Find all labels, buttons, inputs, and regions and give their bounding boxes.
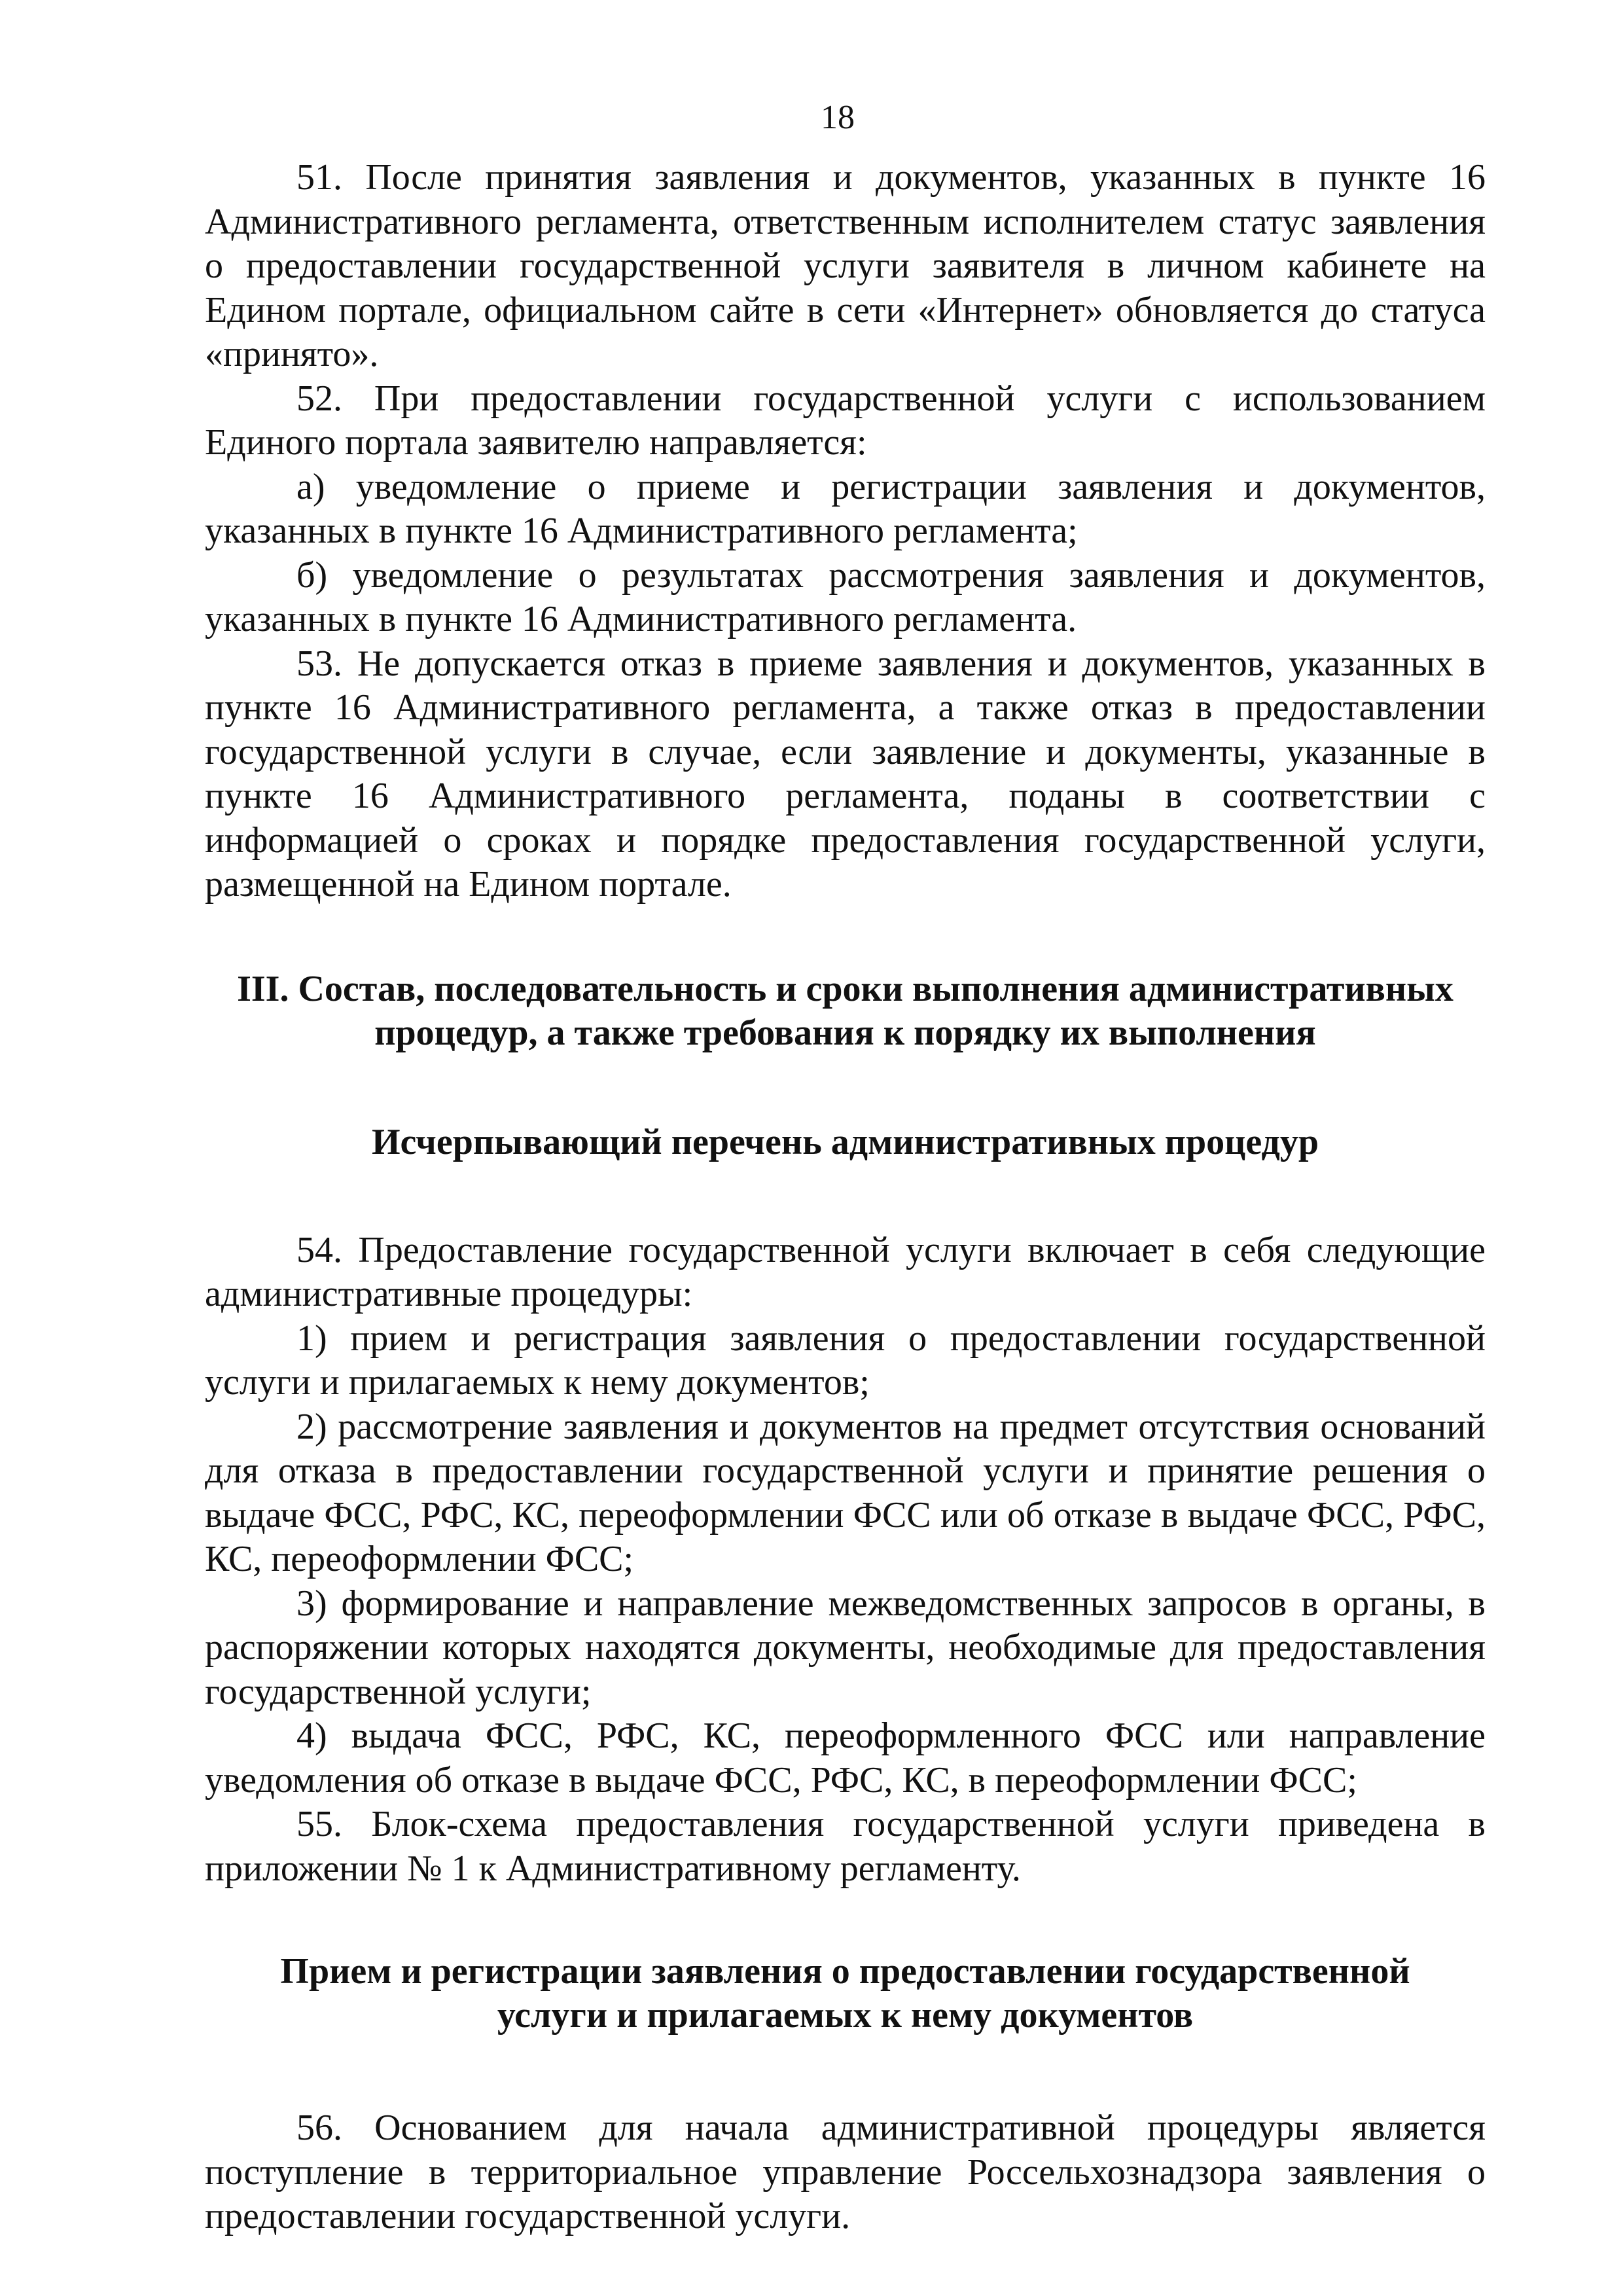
section-heading-line-2: процедур, а также требования к порядку их выполнения [374, 1012, 1316, 1053]
paragraph-52: 52. При предоставлении государственной услуги с использованием Единого портала заявителю направляется: [205, 378, 1486, 463]
paragraph-54-1: 1) прием и регистрация заявления о предоставлении государственной услуги и прилагаемых к нему документов; [205, 1318, 1486, 1403]
paragraph-54-4: 4) выдача ФСС, РФС, КС, переоформленного ФСС или направление уведомления об отказе в выдаче ФСС, РФС, КС, в переоформлении ФСС; [205, 1715, 1486, 1801]
subheading-2-line-2: услуги и прилагаемых к нему документов [497, 1995, 1194, 2036]
subheading-2-line-1: Прием и регистрации заявления о предоставлении государственной [280, 1951, 1410, 1992]
subheading-procedures-list: Исчерпывающий перечень административных процедур [371, 1121, 1319, 1162]
paragraph-54: 54. Предоставление государственной услуги включает в себя следующие административные процедуры: [205, 1229, 1486, 1314]
subheading-reception-registration [205, 1950, 1486, 2037]
paragraph-51: 51. После принятия заявления и документов, указанных в пункте 16 Административного регламента, ответственным исполнителем статус заявления о предоставлении государственной услуги заявителя в личном кабинете на Едином портале, официальном сайте в сети «Интернет» обновляется до статуса «принято». [205, 157, 1486, 374]
paragraph-52-a: а) уведомление о приеме и регистрации заявления и документов, указанных в пункте 16 Административного регламента; [205, 466, 1486, 551]
paragraph-54-3: 3) формирование и направление межведомственных запросов в органы, в распоряжении которых находятся документы, необходимые для предоставления государственной услуги; [205, 1583, 1486, 1712]
paragraph-53: 53. Не допускается отказ в приеме заявления и документов, указанных в пункте 16 Административного регламента, а также отказ в предоставлении государственной услуги в случае, если заявление и документы, указанные в пункте 16 Административного регламента, поданы в соответствии с информацией о сроках и порядке предоставления государственной услуги, размещенной на Едином портале. [205, 643, 1486, 905]
paragraph-56: 56. Основанием для начала административной процедуры является поступление в территориальное управление Россельхознадзора заявления о предоставлении государственной услуги. [205, 2108, 1486, 2236]
page-number: 18 [821, 99, 855, 136]
paragraph-52-b: б) уведомление о результатах рассмотрения заявления и документов, указанных в пункте 16 Административного регламента. [205, 554, 1486, 639]
paragraph-54-2: 2) рассмотрение заявления и документов на предмет отсутствия оснований для отказа в предоставлении государственной услуги и принятие решения о выдаче ФСС, РФС, КС, переоформлении ФСС или об отказе в выдаче ФСС, РФС, КС, переоформлении ФСС; [205, 1406, 1486, 1579]
section-heading-iii [205, 967, 1486, 1055]
paragraph-55: 55. Блок-схема предоставления государственной услуги приведена в приложении № 1 к Административному регламенту. [205, 1804, 1486, 1889]
document-body [205, 156, 1486, 2239]
section-heading-line-1: III. Состав, последовательность и сроки выполнения административных [237, 968, 1454, 1009]
